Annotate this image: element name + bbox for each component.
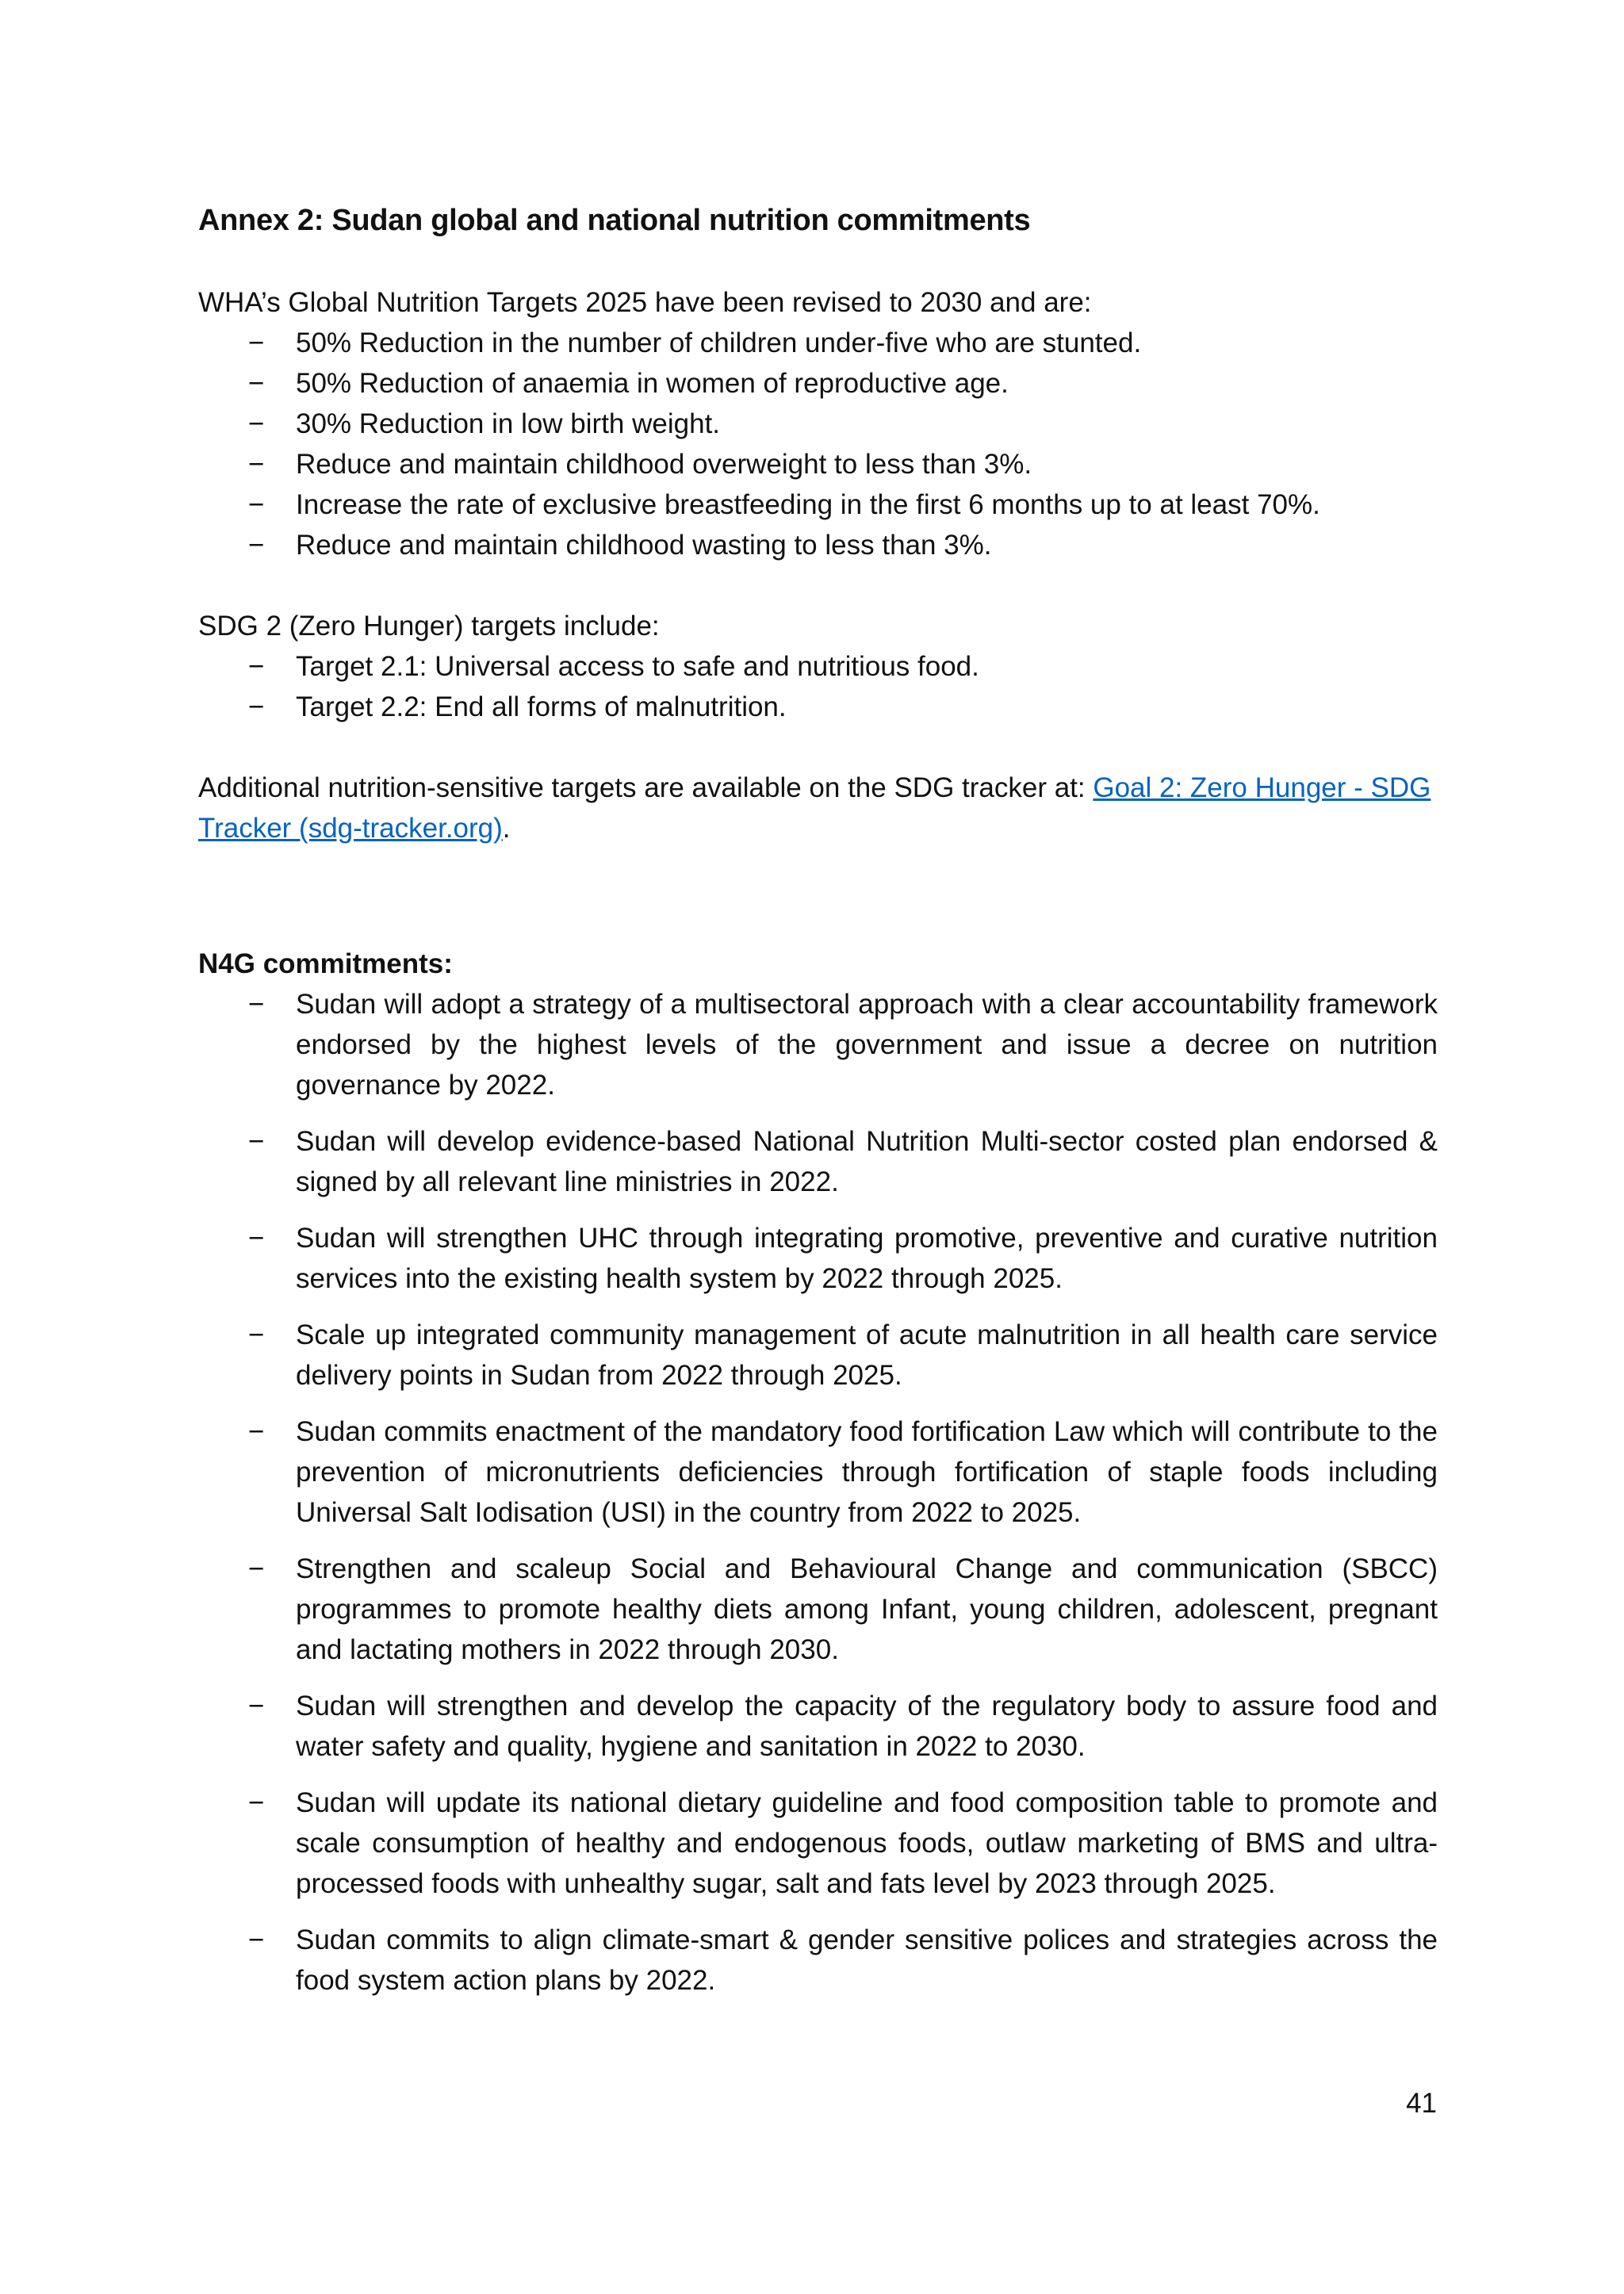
page-number: 41 [1406, 2088, 1437, 2119]
list-item: − Sudan will develop evidence-based National Nutrition Multi-sector costed plan endorsed & signed by all relevant line ministries in 2022. [198, 1121, 1438, 1202]
dash-bullet-icon: − [248, 1924, 265, 1955]
list-item: − 30% Reduction in low birth weight. [198, 404, 1438, 444]
list-item: − Sudan will strengthen UHC through integrating promotive, preventive and curative nutrition services into the existing health system by 2022 through 2025. [198, 1218, 1438, 1299]
annex-heading: Annex 2: Sudan global and national nutrition commitments [198, 204, 1031, 237]
list-item: − Increase the rate of exclusive breastfeeding in the first 6 months up to at least 70%. [198, 484, 1438, 525]
list-item: − Target 2.2: End all forms of malnutrition. [198, 687, 1438, 727]
sdg-targets-list [198, 646, 1438, 727]
list-item: − Reduce and maintain childhood overweight to less than 3%. [198, 444, 1438, 484]
dash-bullet-icon: − [248, 1553, 265, 1584]
dash-bullet-icon: − [248, 449, 265, 480]
dash-bullet-icon: − [248, 651, 265, 682]
list-item: − Scale up integrated community management of acute malnutrition in all health care service delivery points in Sudan from 2022 through 2025. [198, 1315, 1438, 1396]
list-item: − Sudan commits enactment of the mandatory food fortification Law which will contribute to the prevention of micronutrients deficiencies through fortification of staple foods including Universal Salt Iodisation (USI) in the country from 2022 to 2025. [198, 1411, 1438, 1533]
dash-bullet-icon: − [248, 1691, 265, 1721]
dash-bullet-icon: − [248, 1223, 265, 1254]
dash-bullet-icon: − [248, 408, 265, 439]
dash-bullet-icon: − [248, 989, 265, 1020]
dash-bullet-icon: − [248, 489, 265, 520]
list-item: − 50% Reduction in the number of children under-five who are stunted. [198, 323, 1438, 363]
dash-bullet-icon: − [248, 327, 265, 358]
dash-bullet-icon: − [248, 530, 265, 561]
list-item: − Sudan will strengthen and develop the capacity of the regulatory body to assure food and water safety and quality, hygiene and sanitation in 2022 to 2030. [198, 1686, 1438, 1767]
list-item: − Sudan will update its national dietary guideline and food composition table to promote and scale consumption of healthy and endogenous foods, outlaw marketing of BMS and ultra-processed foods with unhealthy sugar, salt and fats level by 2023 through 2025. [198, 1783, 1438, 1904]
n4g-commitments-list [198, 984, 1438, 2001]
list-item: − Sudan commits to align climate-smart & gender sensitive polices and strategies across the food system action plans by 2022. [198, 1920, 1438, 2001]
list-item: − 50% Reduction of anaemia in women of reproductive age. [198, 363, 1438, 404]
list-item: − Sudan will adopt a strategy of a multisectoral approach with a clear accountability framework endorsed by the highest levels of the government and issue a decree on nutrition governance by 2022. [198, 984, 1438, 1105]
document-page [198, 197, 1438, 2001]
dash-bullet-icon: − [248, 368, 265, 399]
wha-targets-list [198, 323, 1438, 565]
dash-bullet-icon: − [248, 691, 265, 722]
additional-targets-paragraph: Additional nutrition-sensitive targets are available on the SDG tracker at: Goal 2: Zero Hunger - SDG Tracker (sdg-tracker.org). [198, 772, 1431, 844]
dash-bullet-icon: − [248, 1787, 265, 1818]
list-item: − Target 2.1: Universal access to safe and nutritious food. [198, 646, 1438, 687]
dash-bullet-icon: − [248, 1416, 265, 1447]
list-item: − Reduce and maintain childhood wasting to less than 3%. [198, 525, 1438, 565]
dash-bullet-icon: − [248, 1319, 265, 1350]
sdg-intro: SDG 2 (Zero Hunger) targets include: [198, 611, 660, 641]
wha-intro: WHA’s Global Nutrition Targets 2025 have been revised to 2030 and are: [198, 287, 1092, 318]
sdg-tracker-link[interactable]: Goal 2: Zero Hunger - SDG Tracker (sdg-tracker.org) [198, 772, 1431, 844]
dash-bullet-icon: − [248, 1126, 265, 1157]
list-item: − Strengthen and scaleup Social and Behavioural Change and communication (SBCC) programmes to promote healthy diets among Infant, young children, adolescent, pregnant and lactating mothers in 2022 through 2030. [198, 1549, 1438, 1670]
n4g-heading: N4G commitments: [198, 948, 453, 979]
